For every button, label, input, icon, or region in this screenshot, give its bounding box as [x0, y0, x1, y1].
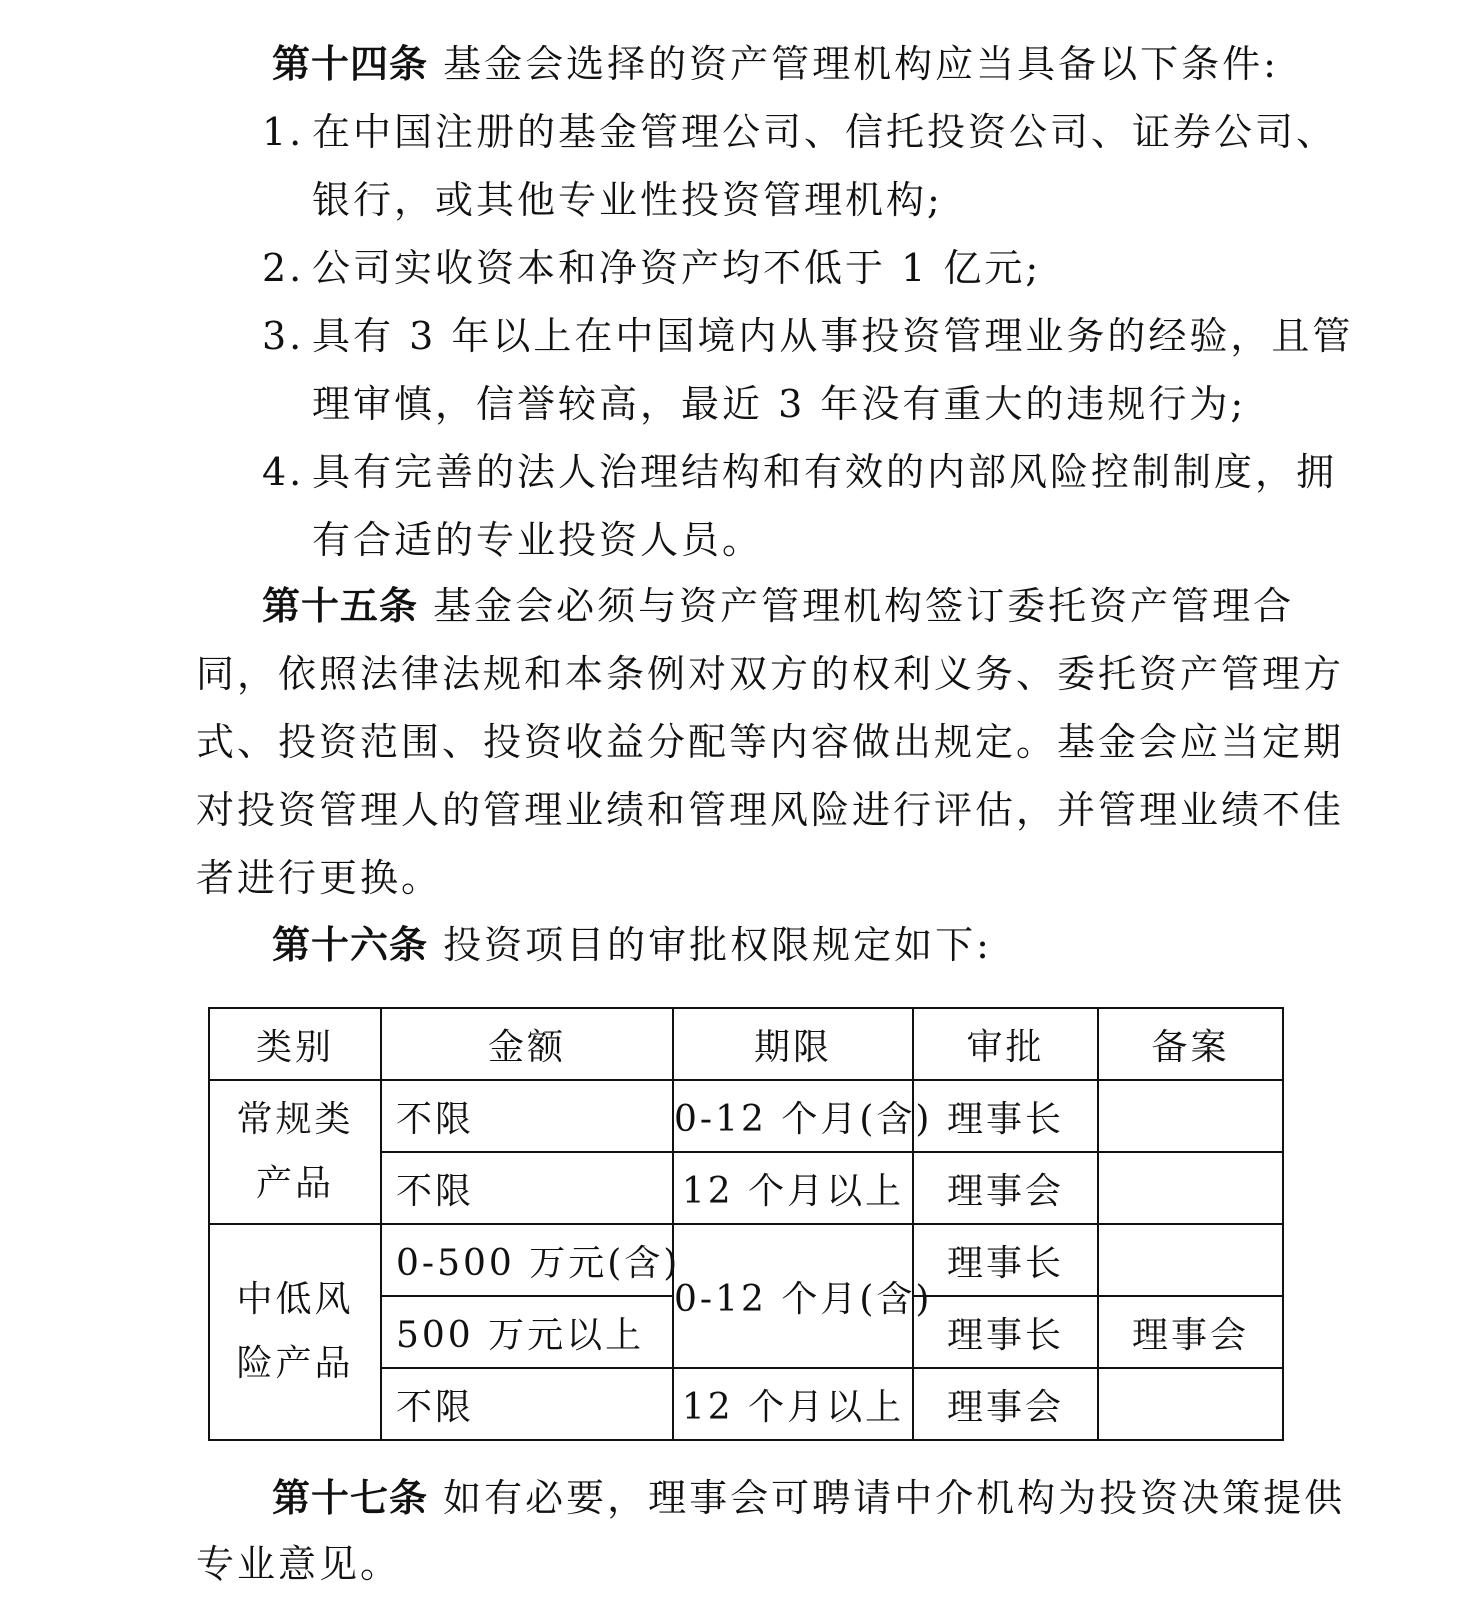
- term-cell: 12 个月以上: [673, 1152, 913, 1224]
- amount-cell: 0-500 万元(含): [381, 1224, 673, 1296]
- filing-cell: [1098, 1080, 1283, 1152]
- article-14-item-1-number: 1.: [262, 110, 305, 154]
- table-row: [209, 1080, 1283, 1152]
- article-17-lead: 第十七条: [272, 1476, 429, 1520]
- article-14-item-2-line-1: 公司实收资本和净资产均不低于 1 亿元;: [312, 246, 1042, 290]
- amount-cell: 不限: [381, 1368, 673, 1440]
- article-15-lead: 第十五条: [262, 584, 419, 628]
- article-15-line-5: 者进行更换。: [196, 856, 443, 900]
- article-14-item-3-line-2: 理审慎，信誉较高，最近 3 年没有重大的违规行为;: [312, 382, 1247, 426]
- header-amount: 金额: [381, 1008, 673, 1080]
- category-cell-regular: [209, 1080, 381, 1224]
- article-15-line-2: 同，依照法律法规和本条例对双方的权利义务、委托资产管理方: [196, 652, 1345, 696]
- filing-cell: [1098, 1152, 1283, 1224]
- article-15-line-3: 式、投资范围、投资收益分配等内容做出规定。基金会应当定期: [196, 720, 1345, 764]
- category-low-risk-line-1: 中低风: [236, 1279, 354, 1320]
- term-cell-merged: 0-12 个月(含): [673, 1224, 913, 1368]
- article-16-text: 投资项目的审批权限规定如下:: [428, 923, 992, 967]
- category-regular-line-1: 常规类: [236, 1099, 354, 1140]
- header-approval: 审批: [913, 1008, 1098, 1080]
- category-low-risk-line-2: 险产品: [236, 1343, 354, 1384]
- article-17-line-1: [272, 1476, 1346, 1520]
- article-14-heading: [272, 42, 1279, 86]
- filing-cell: 理事会: [1098, 1296, 1283, 1368]
- amount-cell: 500 万元以上: [381, 1296, 673, 1368]
- article-15-text-1: 基金会必须与资产管理机构签订委托资产管理合: [418, 584, 1295, 628]
- article-16-lead: 第十六条: [272, 923, 429, 967]
- category-regular-line-2: 产品: [255, 1163, 334, 1204]
- article-14-item-1-line-2: 银行，或其他专业性投资管理机构;: [312, 178, 943, 222]
- article-14-item-3-number: 3.: [262, 314, 305, 358]
- header-category: 类别: [209, 1008, 381, 1080]
- approval-cell: 理事长: [913, 1296, 1098, 1368]
- filing-cell: [1098, 1368, 1283, 1440]
- table-header-row: [209, 1008, 1283, 1080]
- term-cell: 0-12 个月(含): [673, 1080, 913, 1152]
- category-cell-low-risk: [209, 1224, 381, 1440]
- article-14-item-4-line-2: 有合适的专业投资人员。: [312, 518, 764, 562]
- article-14-item-1-line-1: 在中国注册的基金管理公司、信托投资公司、证券公司、: [312, 110, 1338, 154]
- article-17-line-2: 专业意见。: [196, 1542, 402, 1586]
- amount-cell: 不限: [381, 1080, 673, 1152]
- article-14-item-4-number: 4.: [262, 450, 305, 494]
- header-term: 期限: [673, 1008, 913, 1080]
- approval-cell: 理事会: [913, 1152, 1098, 1224]
- amount-cell: 不限: [381, 1152, 673, 1224]
- article-14-item-3-line-1: 具有 3 年以上在中国境内从事投资管理业务的经验，且管: [312, 314, 1354, 358]
- article-14-lead: 第十四条: [272, 42, 429, 86]
- article-17-text-1: 如有必要，理事会可聘请中介机构为投资决策提供: [428, 1476, 1346, 1520]
- article-14-text: 基金会选择的资产管理机构应当具备以下条件:: [428, 42, 1279, 86]
- article-14-item-4-line-1: 具有完善的法人治理结构和有效的内部风险控制制度，拥: [312, 450, 1338, 494]
- approval-cell: 理事长: [913, 1224, 1098, 1296]
- article-16-heading: [272, 923, 992, 967]
- approval-cell: 理事会: [913, 1368, 1098, 1440]
- article-15-line-4: 对投资管理人的管理业绩和管理风险进行评估，并管理业绩不佳: [196, 788, 1345, 832]
- approval-authority-table: [208, 1007, 1284, 1441]
- approval-cell: 理事长: [913, 1080, 1098, 1152]
- term-cell: 12 个月以上: [673, 1368, 913, 1440]
- header-filing: 备案: [1098, 1008, 1283, 1080]
- filing-cell: [1098, 1224, 1283, 1296]
- article-15-line-1: [262, 584, 1295, 628]
- table-row: [209, 1224, 1283, 1296]
- article-14-item-2-number: 2.: [262, 246, 305, 290]
